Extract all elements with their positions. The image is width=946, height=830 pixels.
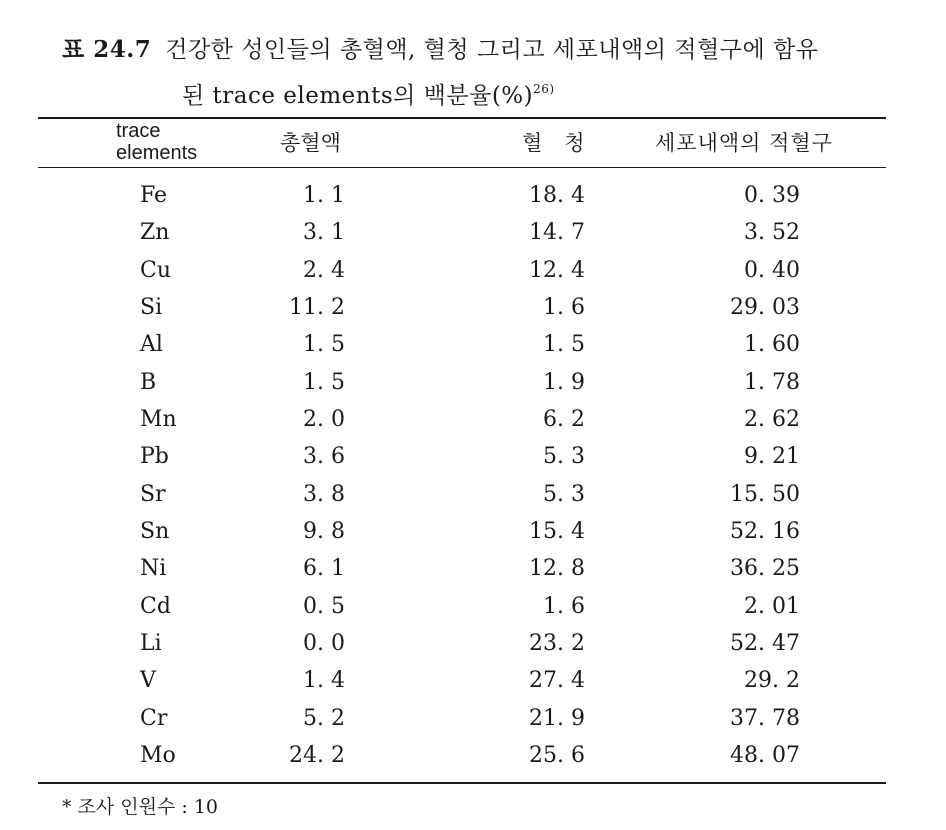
cell-serum: 5. 3 bbox=[543, 481, 585, 507]
cell-whole-blood: 0. 5 bbox=[303, 593, 345, 619]
cell-rbc: 29. 03 bbox=[730, 295, 800, 321]
header-serum: 혈청 bbox=[522, 131, 607, 155]
cell-serum: 12. 4 bbox=[529, 257, 585, 283]
caption-reference: 26) bbox=[533, 82, 555, 96]
cell-element: Fe bbox=[140, 183, 168, 208]
table-row bbox=[0, 289, 946, 326]
cell-rbc: 9. 21 bbox=[744, 444, 800, 470]
cell-element: Sn bbox=[140, 519, 170, 545]
table-row bbox=[0, 177, 946, 214]
cell-element: Sr bbox=[140, 481, 166, 507]
cell-rbc: 52. 47 bbox=[730, 631, 800, 657]
cell-element: Mn bbox=[140, 407, 177, 433]
table-row bbox=[0, 401, 946, 438]
cell-whole-blood: 1. 1 bbox=[303, 183, 345, 208]
cell-whole-blood: 9. 8 bbox=[303, 519, 345, 545]
cell-element: Al bbox=[140, 332, 163, 358]
cell-whole-blood: 3. 1 bbox=[303, 220, 345, 246]
table-row bbox=[0, 364, 946, 401]
footnote: * 조사 인원수 : 10 bbox=[62, 796, 219, 818]
header-trace-elements bbox=[116, 120, 197, 164]
cell-rbc: 29. 2 bbox=[744, 668, 800, 694]
cell-rbc: 48. 07 bbox=[730, 743, 800, 769]
header-rule bbox=[38, 167, 886, 168]
cell-serum: 15. 4 bbox=[529, 519, 585, 545]
cell-rbc: 15. 50 bbox=[730, 481, 800, 507]
cell-serum: 27. 4 bbox=[529, 668, 585, 694]
header-rbc: 세포내액의 적혈구 bbox=[655, 131, 833, 155]
cell-serum: 6. 2 bbox=[543, 407, 585, 433]
cell-whole-blood: 1. 4 bbox=[303, 668, 345, 694]
cell-element: B bbox=[140, 369, 157, 395]
cell-whole-blood: 3. 8 bbox=[303, 481, 345, 507]
cell-rbc: 2. 01 bbox=[744, 593, 800, 619]
cell-rbc: 0. 39 bbox=[744, 183, 800, 208]
cell-serum: 25. 6 bbox=[529, 743, 585, 769]
header-trace-line2: elements bbox=[116, 142, 198, 164]
cell-rbc: 1. 60 bbox=[744, 332, 800, 358]
cell-element: Pb bbox=[140, 444, 169, 470]
cell-element: Si bbox=[140, 295, 163, 321]
cell-whole-blood: 1. 5 bbox=[303, 369, 345, 395]
cell-whole-blood: 2. 0 bbox=[303, 407, 345, 433]
table-row bbox=[0, 513, 946, 550]
cell-serum: 23. 2 bbox=[529, 631, 585, 657]
table-row bbox=[0, 588, 946, 625]
table-row bbox=[0, 438, 946, 475]
cell-rbc: 3. 52 bbox=[744, 220, 800, 246]
cell-serum: 1. 6 bbox=[543, 295, 585, 321]
cell-rbc: 36. 25 bbox=[730, 556, 800, 582]
cell-element: Cd bbox=[140, 593, 171, 619]
cell-rbc: 1. 78 bbox=[744, 369, 800, 395]
cell-serum: 18. 4 bbox=[529, 183, 585, 208]
table-top-rule bbox=[38, 117, 886, 119]
cell-element: Zn bbox=[140, 220, 170, 246]
caption-line-2-text: 된 trace elements의 백분율(%) bbox=[182, 83, 534, 109]
cell-element: Li bbox=[140, 631, 162, 657]
cell-element: Cr bbox=[140, 705, 168, 731]
header-whole-blood: 총혈액 bbox=[280, 131, 341, 155]
table-bottom-rule bbox=[38, 782, 886, 784]
caption-line-1: 건강한 성인들의 총혈액, 혈청 그리고 세포내액의 적혈구에 함유 bbox=[165, 37, 819, 63]
table-row bbox=[0, 550, 946, 587]
cell-rbc: 37. 78 bbox=[730, 705, 800, 731]
cell-whole-blood: 2. 4 bbox=[303, 257, 345, 283]
table-row bbox=[0, 476, 946, 513]
cell-serum: 12. 8 bbox=[529, 556, 585, 582]
cell-rbc: 52. 16 bbox=[730, 519, 800, 545]
table-row bbox=[0, 700, 946, 737]
table-row bbox=[0, 662, 946, 699]
table-number: 표 24.7 bbox=[62, 36, 152, 63]
cell-whole-blood: 3. 6 bbox=[303, 444, 345, 470]
table-row bbox=[0, 625, 946, 662]
cell-serum: 5. 3 bbox=[543, 444, 585, 470]
cell-rbc: 0. 40 bbox=[744, 257, 800, 283]
cell-serum: 21. 9 bbox=[529, 705, 585, 731]
cell-element: Mo bbox=[140, 743, 176, 769]
table-row bbox=[0, 326, 946, 363]
table-row bbox=[0, 737, 946, 774]
cell-whole-blood: 5. 2 bbox=[303, 705, 345, 731]
cell-whole-blood: 0. 0 bbox=[303, 631, 345, 657]
table-row bbox=[0, 214, 946, 251]
cell-element: Ni bbox=[140, 556, 167, 582]
cell-serum: 1. 6 bbox=[543, 593, 585, 619]
cell-whole-blood: 24. 2 bbox=[289, 743, 345, 769]
cell-whole-blood: 6. 1 bbox=[303, 556, 345, 582]
cell-element: Cu bbox=[140, 257, 172, 283]
cell-serum: 1. 5 bbox=[543, 332, 585, 358]
caption-line-2 bbox=[62, 70, 922, 116]
cell-rbc: 2. 62 bbox=[744, 407, 800, 433]
cell-whole-blood: 11. 2 bbox=[289, 295, 345, 321]
table-row bbox=[0, 252, 946, 289]
cell-serum: 14. 7 bbox=[529, 220, 585, 246]
cell-serum: 1. 9 bbox=[543, 369, 585, 395]
table-body bbox=[0, 177, 946, 775]
header-trace-line1: trace bbox=[116, 120, 161, 142]
cell-whole-blood: 1. 5 bbox=[303, 332, 345, 358]
cell-element: V bbox=[140, 668, 156, 694]
table-caption bbox=[62, 30, 922, 116]
